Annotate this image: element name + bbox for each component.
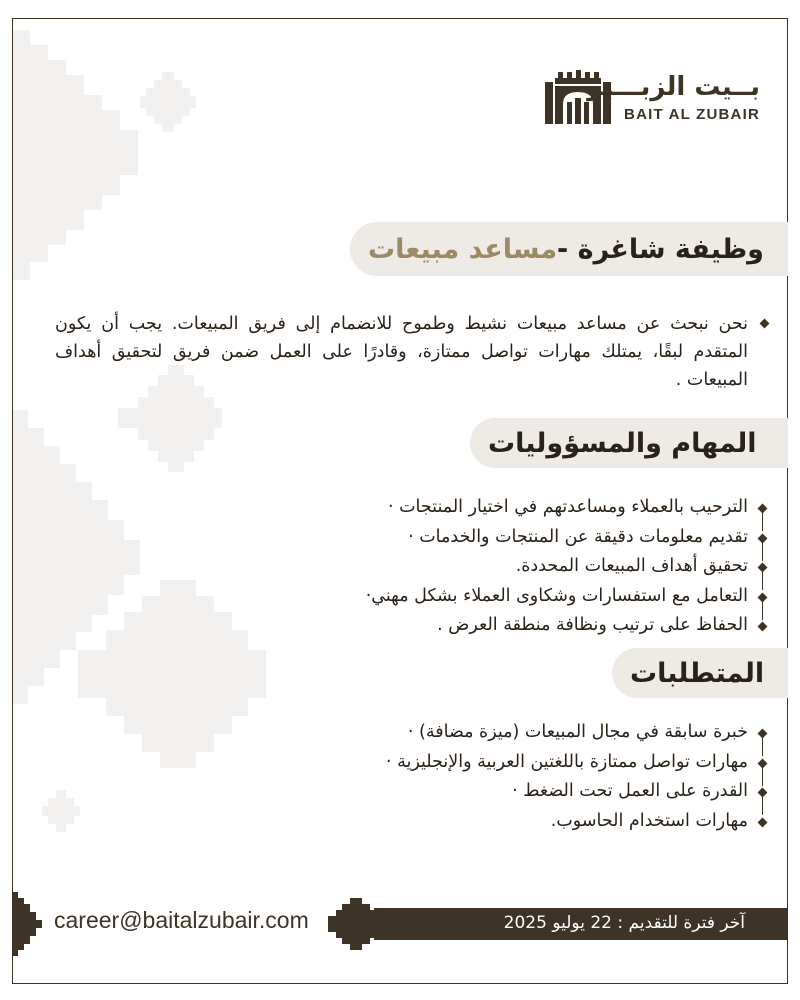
application-deadline: آخر فترة للتقديم : 22 يوليو 2025	[503, 913, 745, 933]
job-title-prefix: وظيفة شاغرة -	[557, 233, 764, 265]
job-title-banner	[350, 222, 788, 276]
list-item: مهارات استخدام الحاسوب.	[386, 807, 770, 837]
list-item: القدرة على العمل تحت الضغط ·	[386, 777, 770, 807]
job-title-role: مساعد مبيعات	[368, 233, 558, 265]
list-item: التعامل مع استفسارات وشكاوى العملاء بشكل مهني·	[366, 582, 770, 612]
brand-logo	[545, 70, 760, 128]
list-item: تقديم معلومات دقيقة عن المنتجات والخدمات ·	[366, 523, 770, 553]
contact-email[interactable]: career@baitalzubair.com	[54, 907, 309, 933]
list-item: مهارات تواصل ممتازة باللغتين العربية والإنجليزية ·	[386, 748, 770, 778]
requirements-list	[386, 718, 770, 836]
list-item: الترحيب بالعملاء ومساعدتهم في اختيار المنتجات ·	[366, 493, 770, 523]
brand-name-english: BAIT AL ZUBAIR	[624, 106, 760, 123]
responsibilities-list	[366, 493, 770, 641]
job-description: نحن نبحث عن مساعد مبيعات نشيط وطموح للانضمام إلى فريق المبيعات. يجب أن يكون المتقدم لبقًا، يمتلك مهارات تواصل ممتازة، وقادرًا على العمل ضمن فريق لتحقيق أهداف المبيعات .	[55, 314, 748, 390]
requirements-heading-banner	[612, 648, 788, 698]
requirements-heading: المتطلبات	[630, 657, 765, 689]
list-item: الحفاظ على ترتيب ونظافة منطقة العرض .	[366, 611, 770, 641]
responsibilities-heading-banner	[470, 418, 788, 468]
list-item: تحقيق أهداف المبيعات المحددة.	[366, 552, 770, 582]
brand-name-arabic: بــيت الزبـــير	[587, 72, 760, 102]
responsibilities-heading: المهام والمسؤوليات	[488, 427, 757, 459]
list-item: خبرة سابقة في مجال المبيعات (ميزة مضافة) ·	[386, 718, 770, 748]
